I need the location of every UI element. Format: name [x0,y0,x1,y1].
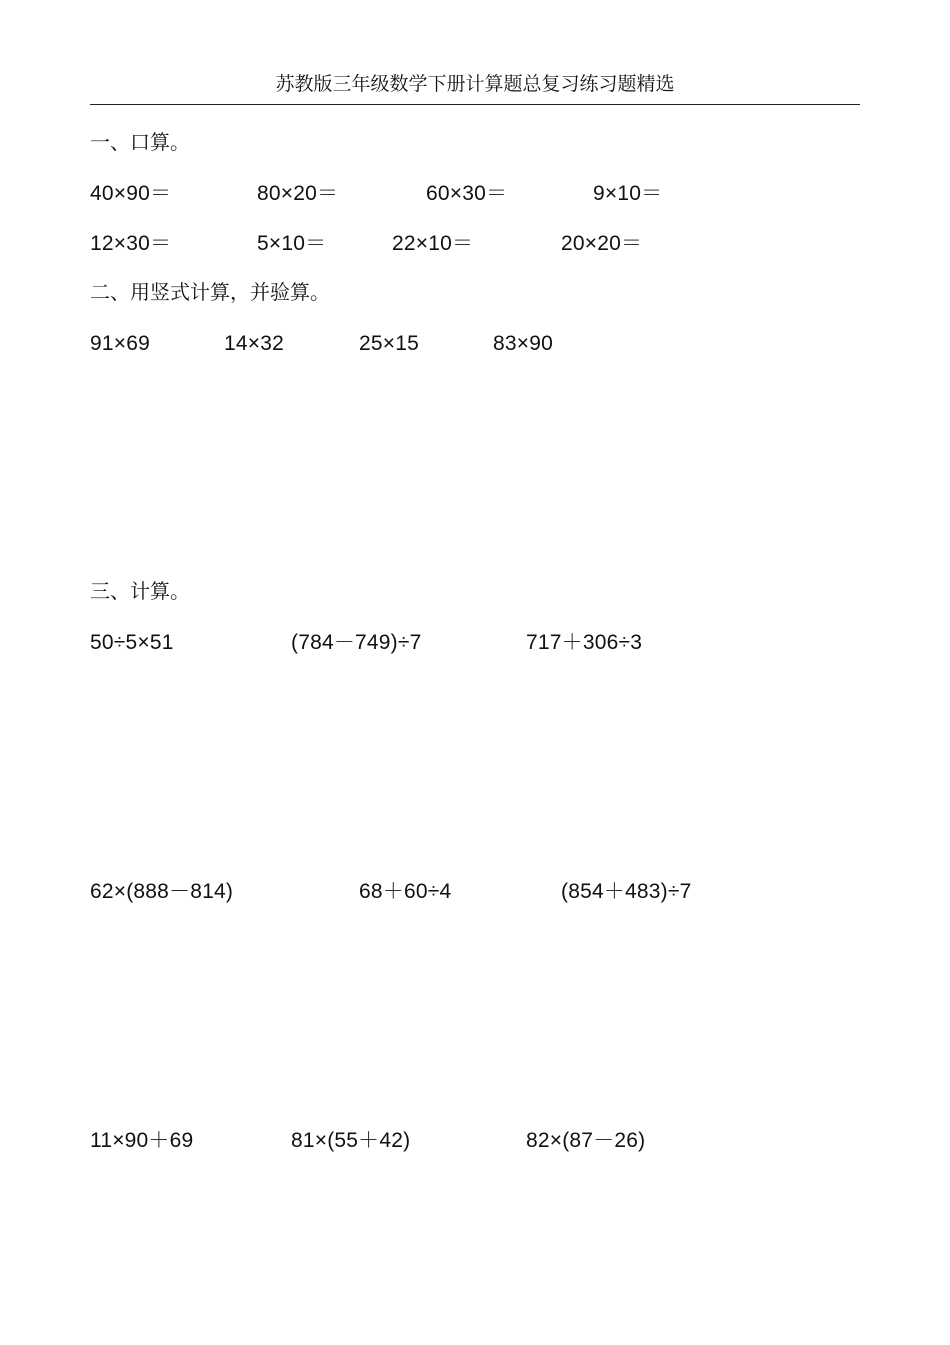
calc-problem: 62×(888－814) [90,880,234,903]
oral-problem: 5×10＝ [257,232,327,255]
oral-row-2 [0,229,950,259]
calc-problem: 82×(87－26) [526,1129,646,1152]
vertical-problem: 25×15 [359,332,419,355]
section-1-title: 一、口算。 [90,130,190,154]
oral-problem: 9×10＝ [593,182,663,205]
vertical-row [0,329,950,359]
document-title: 苏教版三年级数学下册计算题总复习练习题精选 [275,73,675,95]
oral-problem: 80×20＝ [257,182,339,205]
oral-problem: 12×30＝ [90,232,172,255]
calc-row-2 [0,877,950,907]
section-2-title: 二、用竖式计算，并验算。 [90,280,330,304]
calc-problem: (854＋483)÷7 [561,880,692,903]
oral-problem: 60×30＝ [426,182,508,205]
calc-problem: 11×90＋69 [90,1129,194,1152]
oral-problem: 40×90＝ [90,182,172,205]
calc-problem: 81×(55＋42) [291,1129,411,1152]
calc-row-3 [0,1126,950,1156]
oral-row-1 [0,179,950,209]
vertical-problem: 83×90 [493,332,553,355]
calc-problem: 50÷5×51 [90,631,174,654]
calc-problem: 717＋306÷3 [526,631,643,654]
oral-problem: 20×20＝ [561,232,643,255]
calc-problem: (784－749)÷7 [291,631,422,654]
section-3-title: 三、计算。 [90,579,190,603]
calc-row-1 [0,628,950,658]
vertical-problem: 14×32 [224,332,284,355]
calc-problem: 68＋60÷4 [359,880,452,903]
vertical-problem: 91×69 [90,332,150,355]
oral-problem: 22×10＝ [392,232,474,255]
header-divider [90,104,860,105]
